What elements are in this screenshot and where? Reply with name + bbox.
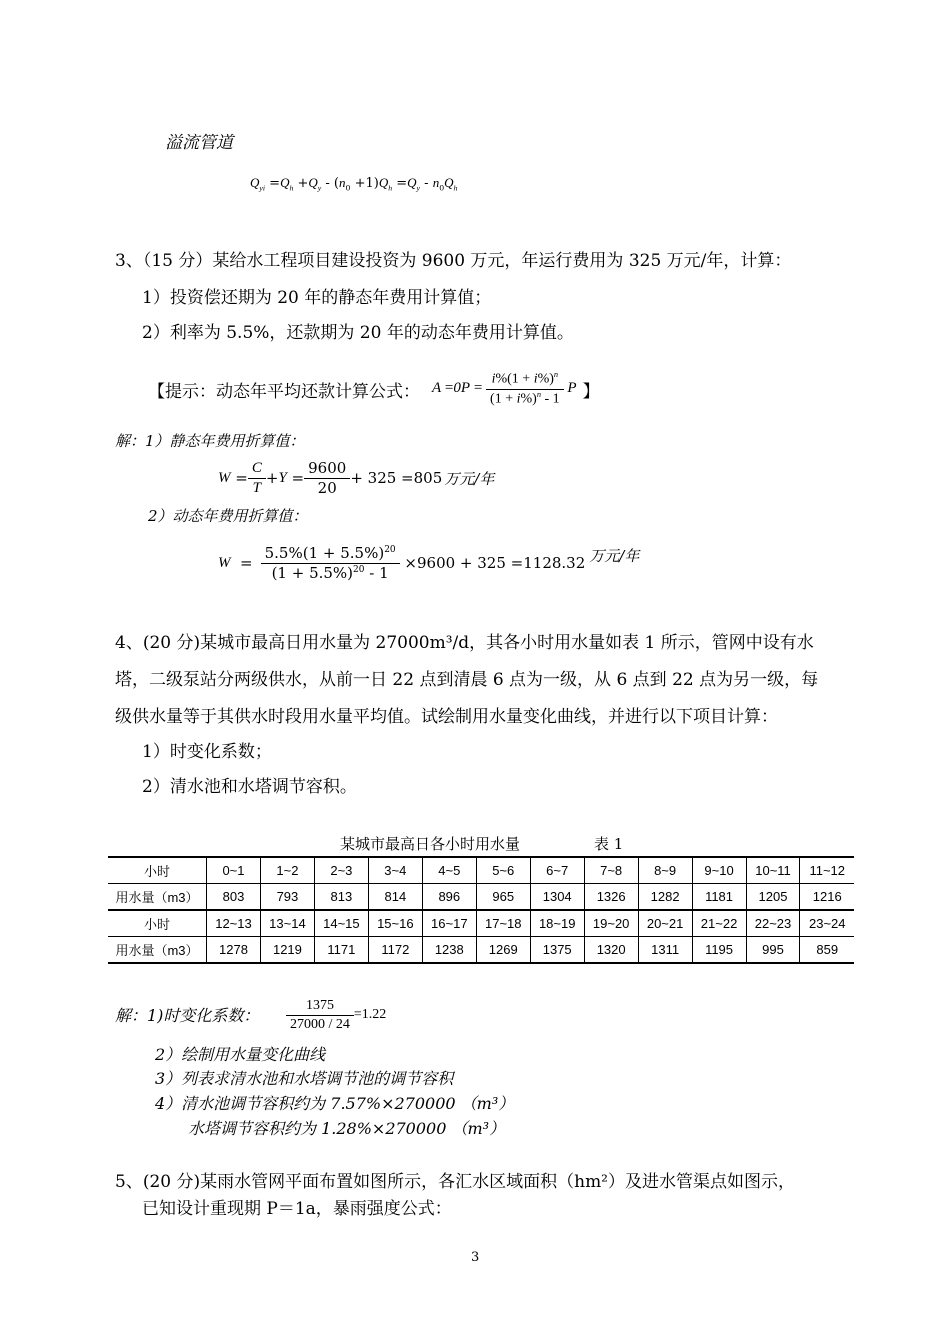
page-number: 3 bbox=[471, 1250, 480, 1265]
table-cell: 10~11 bbox=[746, 857, 800, 884]
q5-line-2: 已知设计重现期 P＝1a，暴雨强度公式： bbox=[142, 1199, 452, 1219]
table-cell: 1282 bbox=[638, 884, 692, 911]
table-cell: 1216 bbox=[800, 884, 854, 911]
table-cell: 1219 bbox=[260, 937, 314, 964]
table-cell: 1~2 bbox=[260, 857, 314, 884]
volume-row-a bbox=[108, 884, 854, 911]
table-cell: 803 bbox=[207, 884, 261, 911]
hint-prefix: 【提示：动态年平均还款计算公式： bbox=[148, 381, 420, 402]
table-cell: 18~19 bbox=[530, 910, 584, 937]
table-cell: 1320 bbox=[584, 937, 638, 964]
q5-line-1: 5、(20 分)某雨水管网平面布置如图所示，各汇水区域面积（hm²）及进水管渠点如图示， bbox=[115, 1172, 795, 1192]
q4-solution-2: 2）绘制用水量变化曲线 bbox=[155, 1045, 326, 1064]
q4-line-2: 塔，二级泵站分两级供水，从前一日 22 点到清晨 6 点为一级，从 6 点到 22 点为另一级，每 bbox=[115, 670, 819, 690]
table-cell: 9~10 bbox=[692, 857, 746, 884]
volume-row-b bbox=[108, 937, 854, 964]
table-cell: 965 bbox=[476, 884, 530, 911]
table-caption: 某城市最高日各小时用水量 bbox=[340, 835, 521, 853]
table-cell: 1172 bbox=[368, 937, 422, 964]
overflow-pipe-heading: 溢流管道 bbox=[165, 133, 233, 153]
table-cell: 896 bbox=[422, 884, 476, 911]
sol-numerator: 1375 bbox=[286, 997, 354, 1016]
q3-solution-2-formula: W = $\frac{5.5\%(1 + 5.5\%)^{20}}{(1 + 5.5\%)^{20} - 1}$ ×9600 + 325 = 1128.32 万元/年 bbox=[218, 543, 640, 582]
table-row-header: 用水量（m3） bbox=[108, 884, 207, 911]
table-cell: 15~16 bbox=[368, 910, 422, 937]
hourly-water-table bbox=[108, 856, 854, 964]
table-cell: 1375 bbox=[530, 937, 584, 964]
table-cell: 8~9 bbox=[638, 857, 692, 884]
table-cell: 16~17 bbox=[422, 910, 476, 937]
q3-title: 3、（15 分）某给水工程项目建设投资为 9600 万元，年运行费用为 325 万元/年，计算： bbox=[115, 251, 792, 271]
sol2-result: 1128.32 bbox=[523, 554, 586, 572]
q3-solution-label: 解：1）静态年费用折算值： bbox=[115, 432, 305, 450]
table-cell: 1311 bbox=[638, 937, 692, 964]
sol2-unit: 万元/年 bbox=[589, 546, 640, 565]
table-cell: 7~8 bbox=[584, 857, 638, 884]
table-cell: 793 bbox=[260, 884, 314, 911]
table-cell: 19~20 bbox=[584, 910, 638, 937]
table-cell: 1269 bbox=[476, 937, 530, 964]
q4-solution-3: 3）列表求清水池和水塔调节池的调节容积 bbox=[155, 1069, 454, 1088]
table-cell: 12~13 bbox=[207, 910, 261, 937]
hint-suffix: 】 bbox=[582, 381, 600, 402]
table-cell: 1278 bbox=[207, 937, 261, 964]
q3-item-1: 1）投资偿还期为 20 年的静态年费用计算值； bbox=[142, 288, 492, 308]
hours-row-b bbox=[108, 910, 854, 937]
table-cell: 1304 bbox=[530, 884, 584, 911]
table-cell: 21~22 bbox=[692, 910, 746, 937]
table-cell: 22~23 bbox=[746, 910, 800, 937]
table-cell: 13~14 bbox=[260, 910, 314, 937]
table-cell: 4~5 bbox=[422, 857, 476, 884]
table-cell: 1205 bbox=[746, 884, 800, 911]
table-cell: 995 bbox=[746, 937, 800, 964]
table-cell: 14~15 bbox=[314, 910, 368, 937]
table-cell: 2~3 bbox=[314, 857, 368, 884]
sol1-result: 805 bbox=[413, 469, 443, 487]
q3-hint bbox=[148, 364, 600, 414]
table-cell: 1195 bbox=[692, 937, 746, 964]
table-cell: 1326 bbox=[584, 884, 638, 911]
hint-formula: A =0P = $\frac{i\%(1 + i\%)^n}{(1 + i\%)^n - 1}$ P bbox=[432, 370, 577, 407]
table-cell: 1181 bbox=[692, 884, 746, 911]
table-cell: 20~21 bbox=[638, 910, 692, 937]
sol1-unit: 万元/年 bbox=[444, 469, 495, 488]
table-cell: 813 bbox=[314, 884, 368, 911]
q3-item-2: 2）利率为 5.5%，还款期为 20 年的动态年费用计算值。 bbox=[142, 323, 574, 343]
table-cell: 11~12 bbox=[800, 857, 854, 884]
hours-row-a bbox=[108, 857, 854, 884]
q4-solution-label: 解：1)时变化系数： bbox=[115, 1006, 260, 1025]
table-row-header: 小时 bbox=[108, 857, 207, 884]
table-cell: 17~18 bbox=[476, 910, 530, 937]
sol-result: =1.22 bbox=[353, 1007, 387, 1022]
table-cell: 3~4 bbox=[368, 857, 422, 884]
table-cell: 0~1 bbox=[207, 857, 261, 884]
q3-solution-2-label: 2）动态年费用折算值： bbox=[148, 507, 308, 525]
table-cell: 5~6 bbox=[476, 857, 530, 884]
q4-item-1: 1）时变化系数； bbox=[142, 742, 272, 762]
table-row-header: 用水量（m3） bbox=[108, 937, 207, 964]
q4-solution-formula bbox=[286, 992, 386, 1038]
q4-solution-5: 水塔调节容积约为 1.28%×270000 （m³） bbox=[188, 1119, 506, 1138]
table-cell: 23~24 bbox=[800, 910, 854, 937]
q3-solution-1-formula: W = $\frac{C}{T}$ + Y = $\frac{9600}{20}$ + 325 = 805 万元/年 bbox=[218, 458, 495, 497]
table-row-header: 小时 bbox=[108, 910, 207, 937]
table-number: 表 1 bbox=[594, 835, 624, 853]
table-cell: 814 bbox=[368, 884, 422, 911]
sol-denominator: 27000 / 24 bbox=[290, 1016, 350, 1032]
q4-line-3: 级供水量等于其供水时段用水量平均值。试绘制用水量变化曲线，并进行以下项目计算： bbox=[115, 707, 778, 727]
q4-item-2: 2）清水池和水塔调节容积。 bbox=[142, 777, 357, 797]
q4-line-1: 4、(20 分)某城市最高日用水量为 27000m³/d，其各小时用水量如表 1 所示，管网中设有水 bbox=[115, 633, 814, 653]
q4-solution-4: 4）清水池调节容积约为 7.57%×270000 （m³） bbox=[155, 1094, 515, 1113]
table-cell: 6~7 bbox=[530, 857, 584, 884]
table-cell: 1171 bbox=[314, 937, 368, 964]
overflow-formula: $Q_{yi} =Q_h +Q_y - (n_0 +1)Q_h =Q_y - n_0Q_h$ bbox=[250, 175, 458, 193]
table-cell: 1238 bbox=[422, 937, 476, 964]
table-cell: 859 bbox=[800, 937, 854, 964]
